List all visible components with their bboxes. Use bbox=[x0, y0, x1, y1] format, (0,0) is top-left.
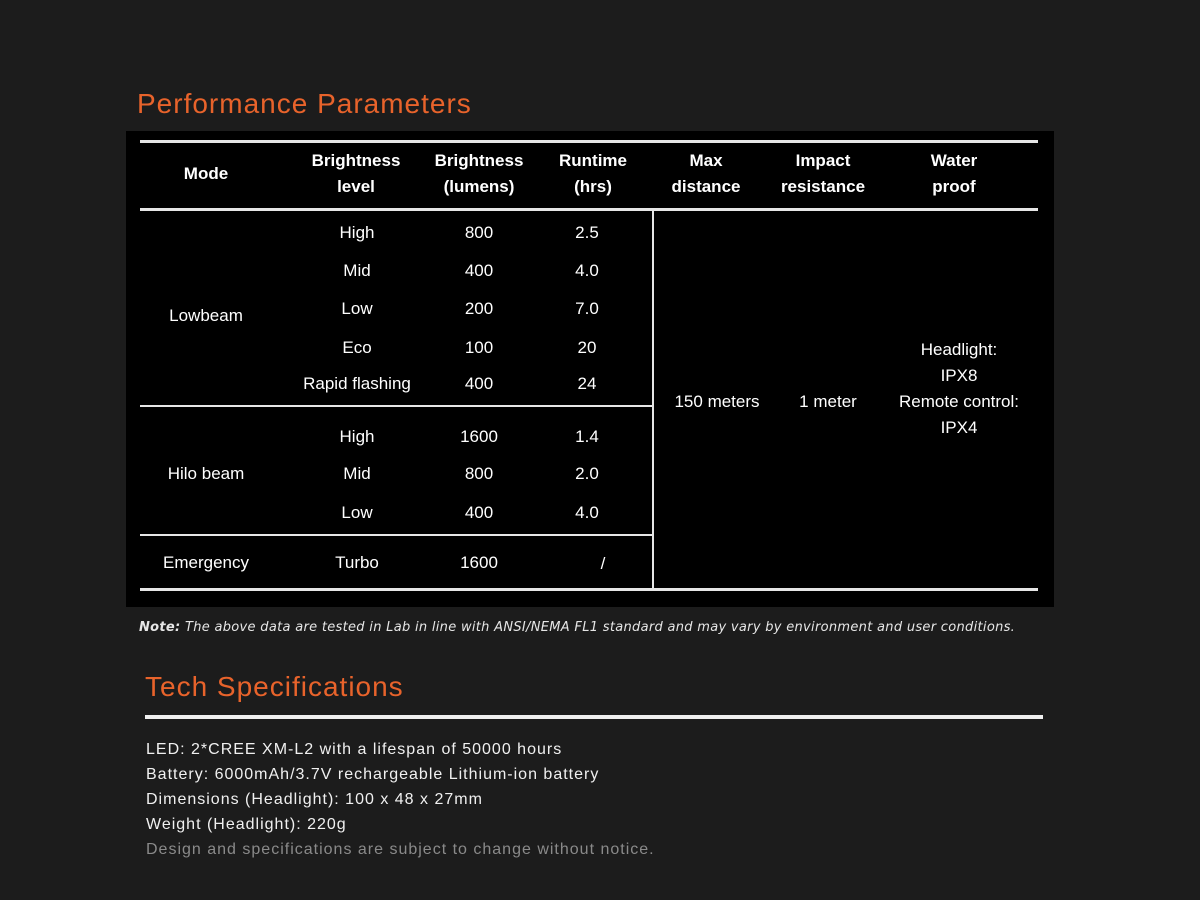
mode-hilo-beam: Hilo beam bbox=[167, 464, 245, 483]
row-level: Low bbox=[341, 503, 373, 522]
spec-led: LED: 2*CREE XM-L2 with a lifespan of 50000 hours bbox=[146, 741, 563, 758]
header-max-distance: Max distance bbox=[671, 151, 741, 196]
row-lumens: 400 bbox=[464, 261, 494, 280]
mode-lowbeam: Lowbeam bbox=[169, 306, 243, 325]
row-level: High bbox=[339, 223, 375, 242]
tech-specs-title: Tech Specifications bbox=[145, 671, 404, 702]
row-runtime: 24 bbox=[577, 374, 597, 393]
table-header-rule bbox=[140, 208, 1038, 211]
row-lumens: 400 bbox=[464, 503, 494, 522]
row-level: Turbo bbox=[335, 553, 379, 572]
row-level: Eco bbox=[342, 338, 372, 357]
row-runtime: 4.0 bbox=[575, 261, 599, 280]
spec-dimensions: Dimensions (Headlight): 100 x 48 x 27mm bbox=[146, 791, 483, 808]
performance-table bbox=[126, 131, 1054, 607]
row-level: Rapid flashing bbox=[303, 374, 411, 393]
row-lumens: 1600 bbox=[460, 427, 498, 446]
row-lumens: 100 bbox=[464, 338, 494, 357]
row-lumens: 800 bbox=[464, 464, 494, 483]
performance-title: Performance Parameters bbox=[137, 88, 472, 119]
max-distance-value: 150 meters bbox=[674, 392, 760, 411]
row-runtime: / bbox=[600, 554, 606, 573]
lab-test-note: Note: The above data are tested in Lab in line with ANSI/NEMA FL1 standard and may vary by environment and user conditions. bbox=[139, 620, 1016, 635]
row-level: Low bbox=[341, 299, 373, 318]
row-runtime: 2.0 bbox=[575, 464, 599, 483]
header-brightness-lumens: Brightness (lumens) bbox=[434, 151, 524, 196]
hilo-divider bbox=[140, 534, 653, 536]
row-level: High bbox=[339, 427, 375, 446]
row-lumens: 800 bbox=[464, 223, 494, 242]
header-mode: Mode bbox=[183, 164, 229, 183]
header-waterproof: Water proof bbox=[930, 151, 978, 196]
header-runtime: Runtime (hrs) bbox=[559, 151, 627, 196]
waterproof-value: Headlight: IPX8 Remote control: IPX4 bbox=[899, 340, 1019, 437]
spec-battery: Battery: 6000mAh/3.7V rechargeable Lithium-ion battery bbox=[146, 766, 600, 783]
row-runtime: 20 bbox=[577, 338, 597, 357]
table-column-divider bbox=[652, 211, 654, 588]
table-top-rule bbox=[140, 140, 1038, 143]
tech-specs-rule bbox=[145, 715, 1043, 719]
row-lumens: 400 bbox=[464, 374, 494, 393]
table-bottom-rule bbox=[140, 588, 1038, 591]
row-lumens: 1600 bbox=[460, 553, 498, 572]
header-impact-resistance: Impact resistance bbox=[780, 151, 866, 196]
row-level: Mid bbox=[343, 464, 371, 483]
spec-disclaimer: Design and specifications are subject to change without notice. bbox=[146, 841, 655, 858]
lowbeam-divider bbox=[140, 405, 653, 407]
tech-specs-list bbox=[146, 737, 655, 862]
row-lumens: 200 bbox=[464, 299, 494, 318]
row-runtime: 7.0 bbox=[575, 299, 599, 318]
row-level: Mid bbox=[343, 261, 371, 280]
row-runtime: 1.4 bbox=[575, 427, 599, 446]
row-runtime: 2.5 bbox=[575, 223, 599, 242]
mode-emergency: Emergency bbox=[163, 553, 249, 572]
spec-weight: Weight (Headlight): 220g bbox=[146, 816, 347, 833]
impact-resistance-value: 1 meter bbox=[799, 392, 857, 411]
row-runtime: 4.0 bbox=[575, 503, 599, 522]
header-brightness-level: Brightness level bbox=[311, 151, 401, 196]
